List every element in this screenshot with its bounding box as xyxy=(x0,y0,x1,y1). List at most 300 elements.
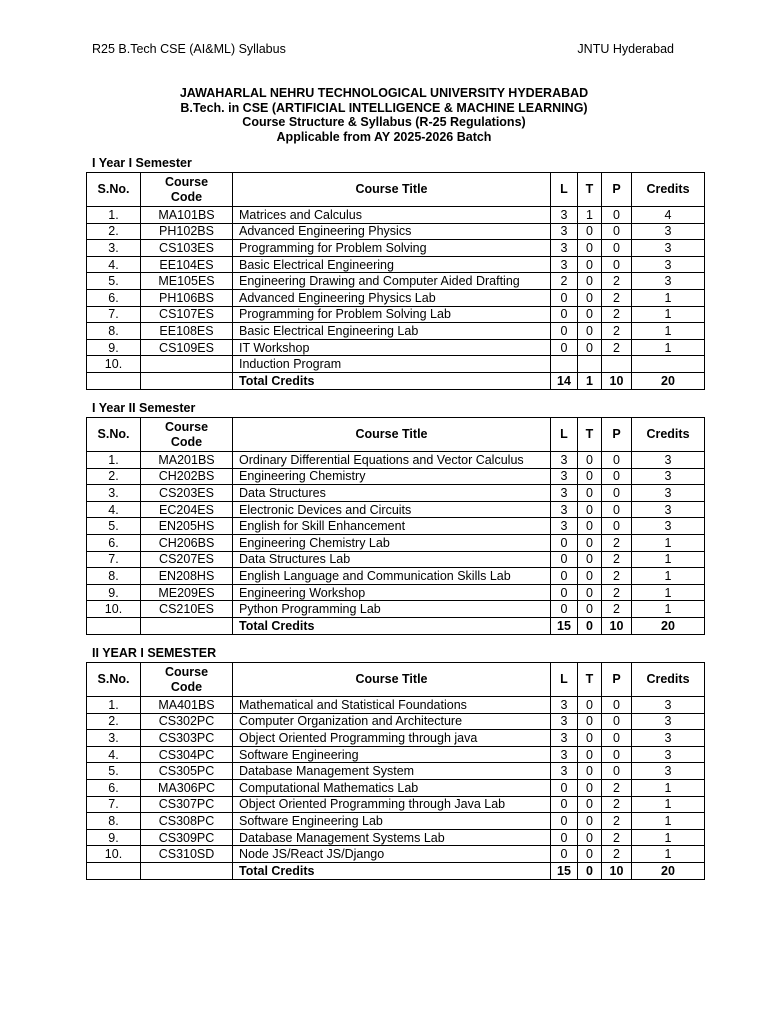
cell-p: 2 xyxy=(602,339,632,356)
cell-t: 0 xyxy=(578,813,602,830)
column-header-sno: S.No. xyxy=(87,418,141,452)
cell-t xyxy=(578,356,602,373)
cell-empty xyxy=(87,862,141,879)
cell-course-code: EE104ES xyxy=(141,256,233,273)
cell-course-code: CS203ES xyxy=(141,485,233,502)
cell-credits: 3 xyxy=(632,697,705,714)
cell-sno: 2. xyxy=(87,713,141,730)
semester-title: I Year I Semester xyxy=(92,156,192,170)
cell-t: 0 xyxy=(578,289,602,306)
table-row xyxy=(87,697,705,714)
cell-l: 3 xyxy=(551,223,578,240)
cell-course-title: Node JS/React JS/Django xyxy=(233,846,551,863)
cell-l: 0 xyxy=(551,306,578,323)
table-header-row xyxy=(87,663,705,697)
column-header-l: L xyxy=(551,173,578,207)
cell-p: 0 xyxy=(602,518,632,535)
total-p: 10 xyxy=(602,862,632,879)
cell-sno: 4. xyxy=(87,256,141,273)
cell-credits: 3 xyxy=(632,485,705,502)
table-row xyxy=(87,256,705,273)
cell-course-title: Programming for Problem Solving Lab xyxy=(233,306,551,323)
semester-title: I Year II Semester xyxy=(92,401,196,415)
cell-p: 2 xyxy=(602,273,632,290)
cell-t: 0 xyxy=(578,829,602,846)
cell-credits: 1 xyxy=(632,339,705,356)
total-credits: 20 xyxy=(632,862,705,879)
table-row xyxy=(87,813,705,830)
cell-l: 0 xyxy=(551,551,578,568)
total-credits-label: Total Credits xyxy=(233,372,551,389)
table-row xyxy=(87,323,705,340)
cell-l: 2 xyxy=(551,273,578,290)
cell-sno: 8. xyxy=(87,568,141,585)
course-table xyxy=(86,417,705,635)
cell-credits: 3 xyxy=(632,763,705,780)
table-header-row xyxy=(87,418,705,452)
cell-l: 0 xyxy=(551,813,578,830)
cell-credits: 3 xyxy=(632,273,705,290)
cell-p: 0 xyxy=(602,713,632,730)
cell-empty xyxy=(141,862,233,879)
cell-t: 0 xyxy=(578,240,602,257)
cell-sno: 10. xyxy=(87,356,141,373)
total-credits-row xyxy=(87,617,705,634)
cell-course-code xyxy=(141,356,233,373)
table-row xyxy=(87,306,705,323)
column-header-p: P xyxy=(602,173,632,207)
cell-sno: 2. xyxy=(87,223,141,240)
cell-l: 3 xyxy=(551,518,578,535)
cell-sno: 2. xyxy=(87,468,141,485)
cell-l: 0 xyxy=(551,289,578,306)
cell-sno: 1. xyxy=(87,697,141,714)
cell-t: 0 xyxy=(578,763,602,780)
column-header-sno: S.No. xyxy=(87,663,141,697)
cell-course-title: Python Programming Lab xyxy=(233,601,551,618)
regulation-name: Course Structure & Syllabus (R-25 Regulations) xyxy=(242,115,526,129)
cell-l: 3 xyxy=(551,485,578,502)
column-header-course-title: Course Title xyxy=(233,173,551,207)
cell-credits: 1 xyxy=(632,568,705,585)
cell-l: 0 xyxy=(551,829,578,846)
cell-course-title: Software Engineering xyxy=(233,746,551,763)
cell-sno: 6. xyxy=(87,534,141,551)
cell-l: 0 xyxy=(551,796,578,813)
cell-p: 2 xyxy=(602,584,632,601)
cell-course-code: CS103ES xyxy=(141,240,233,257)
cell-p: 2 xyxy=(602,779,632,796)
cell-p: 2 xyxy=(602,829,632,846)
table-row xyxy=(87,289,705,306)
table-row xyxy=(87,273,705,290)
cell-t: 0 xyxy=(578,746,602,763)
cell-course-code: MA306PC xyxy=(141,779,233,796)
total-l: 15 xyxy=(551,862,578,879)
cell-course-code: PH106BS xyxy=(141,289,233,306)
cell-t: 0 xyxy=(578,485,602,502)
cell-p: 0 xyxy=(602,501,632,518)
cell-credits: 1 xyxy=(632,551,705,568)
cell-empty xyxy=(87,617,141,634)
cell-l: 0 xyxy=(551,584,578,601)
cell-l: 0 xyxy=(551,339,578,356)
cell-sno: 4. xyxy=(87,501,141,518)
column-header-t: T xyxy=(578,663,602,697)
cell-credits: 1 xyxy=(632,813,705,830)
cell-sno: 8. xyxy=(87,813,141,830)
table-row xyxy=(87,730,705,747)
cell-course-code: CH202BS xyxy=(141,468,233,485)
cell-t: 0 xyxy=(578,551,602,568)
cell-course-code: EN208HS xyxy=(141,568,233,585)
table-row xyxy=(87,223,705,240)
cell-course-code: ME209ES xyxy=(141,584,233,601)
total-p: 10 xyxy=(602,372,632,389)
cell-t: 1 xyxy=(578,207,602,224)
cell-sno: 7. xyxy=(87,796,141,813)
cell-course-code: CS308PC xyxy=(141,813,233,830)
cell-course-code: CH206BS xyxy=(141,534,233,551)
cell-course-title: IT Workshop xyxy=(233,339,551,356)
cell-course-title: Advanced Engineering Physics xyxy=(233,223,551,240)
cell-l: 0 xyxy=(551,568,578,585)
column-header-credits: Credits xyxy=(632,173,705,207)
cell-t: 0 xyxy=(578,796,602,813)
cell-p: 2 xyxy=(602,289,632,306)
table-row xyxy=(87,796,705,813)
cell-credits: 3 xyxy=(632,730,705,747)
cell-course-title: Object Oriented Programming through Java Lab xyxy=(233,796,551,813)
header-code-line2: Code xyxy=(170,679,203,694)
cell-course-title: Data Structures xyxy=(233,485,551,502)
column-header-course-title: Course Title xyxy=(233,418,551,452)
cell-t: 0 xyxy=(578,323,602,340)
cell-p: 2 xyxy=(602,568,632,585)
cell-course-title: Software Engineering Lab xyxy=(233,813,551,830)
cell-sno: 3. xyxy=(87,240,141,257)
cell-course-title: Induction Program xyxy=(233,356,551,373)
column-header-l: L xyxy=(551,418,578,452)
cell-l: 3 xyxy=(551,240,578,257)
batch-applicability: Applicable from AY 2025-2026 Batch xyxy=(276,129,492,144)
cell-course-title: Basic Electrical Engineering Lab xyxy=(233,323,551,340)
column-header-course-code xyxy=(141,173,233,207)
cell-course-title: Data Structures Lab xyxy=(233,551,551,568)
cell-p: 2 xyxy=(602,813,632,830)
cell-sno: 10. xyxy=(87,846,141,863)
cell-course-code: MA401BS xyxy=(141,697,233,714)
table-row xyxy=(87,763,705,780)
cell-credits: 1 xyxy=(632,829,705,846)
cell-sno: 1. xyxy=(87,452,141,469)
column-header-course-title: Course Title xyxy=(233,663,551,697)
cell-sno: 6. xyxy=(87,289,141,306)
cell-sno: 6. xyxy=(87,779,141,796)
cell-p: 0 xyxy=(602,223,632,240)
cell-sno: 7. xyxy=(87,551,141,568)
cell-course-code: CS107ES xyxy=(141,306,233,323)
cell-t: 0 xyxy=(578,452,602,469)
cell-t: 0 xyxy=(578,501,602,518)
cell-sno: 7. xyxy=(87,306,141,323)
table-row xyxy=(87,356,705,373)
column-header-credits: Credits xyxy=(632,663,705,697)
header-code-line2: Code xyxy=(170,189,203,204)
total-t: 1 xyxy=(578,372,602,389)
cell-course-code: EE108ES xyxy=(141,323,233,340)
cell-credits: 4 xyxy=(632,207,705,224)
cell-course-code: MA101BS xyxy=(141,207,233,224)
course-table xyxy=(86,172,705,390)
page-header xyxy=(92,42,674,58)
cell-credits: 1 xyxy=(632,601,705,618)
column-header-l: L xyxy=(551,663,578,697)
cell-l: 0 xyxy=(551,846,578,863)
column-header-t: T xyxy=(578,173,602,207)
cell-p: 0 xyxy=(602,468,632,485)
cell-empty xyxy=(87,372,141,389)
cell-p: 0 xyxy=(602,485,632,502)
table-header-row xyxy=(87,173,705,207)
total-p: 10 xyxy=(602,617,632,634)
table-row xyxy=(87,584,705,601)
cell-course-title: Mathematical and Statistical Foundations xyxy=(233,697,551,714)
cell-sno: 9. xyxy=(87,339,141,356)
cell-l: 3 xyxy=(551,452,578,469)
cell-t: 0 xyxy=(578,730,602,747)
table-row xyxy=(87,468,705,485)
table-row xyxy=(87,452,705,469)
cell-p: 2 xyxy=(602,534,632,551)
cell-credits: 3 xyxy=(632,468,705,485)
cell-t: 0 xyxy=(578,518,602,535)
cell-p: 0 xyxy=(602,240,632,257)
cell-p: 0 xyxy=(602,207,632,224)
table-row xyxy=(87,518,705,535)
cell-course-title: Engineering Chemistry xyxy=(233,468,551,485)
cell-course-title: Engineering Chemistry Lab xyxy=(233,534,551,551)
column-header-course-code xyxy=(141,418,233,452)
column-header-credits: Credits xyxy=(632,418,705,452)
table-row xyxy=(87,829,705,846)
total-credits: 20 xyxy=(632,617,705,634)
cell-credits: 3 xyxy=(632,746,705,763)
cell-t: 0 xyxy=(578,534,602,551)
cell-sno: 1. xyxy=(87,207,141,224)
cell-l: 0 xyxy=(551,779,578,796)
total-l: 15 xyxy=(551,617,578,634)
cell-credits xyxy=(632,356,705,373)
cell-l: 3 xyxy=(551,256,578,273)
cell-t: 0 xyxy=(578,846,602,863)
cell-t: 0 xyxy=(578,713,602,730)
cell-course-code: EC204ES xyxy=(141,501,233,518)
cell-p: 0 xyxy=(602,763,632,780)
cell-course-title: Object Oriented Programming through java xyxy=(233,730,551,747)
cell-course-title: Computational Mathematics Lab xyxy=(233,779,551,796)
column-header-t: T xyxy=(578,418,602,452)
cell-course-title: Matrices and Calculus xyxy=(233,207,551,224)
cell-l: 3 xyxy=(551,501,578,518)
cell-credits: 1 xyxy=(632,584,705,601)
cell-course-title: Engineering Drawing and Computer Aided Drafting xyxy=(233,273,551,290)
cell-credits: 3 xyxy=(632,256,705,273)
cell-course-code: EN205HS xyxy=(141,518,233,535)
cell-l: 3 xyxy=(551,207,578,224)
table-row xyxy=(87,746,705,763)
cell-credits: 1 xyxy=(632,846,705,863)
cell-course-title: English for Skill Enhancement xyxy=(233,518,551,535)
cell-t: 0 xyxy=(578,697,602,714)
cell-sno: 9. xyxy=(87,829,141,846)
cell-p: 0 xyxy=(602,697,632,714)
semester-title: II YEAR I SEMESTER xyxy=(92,646,217,660)
cell-l: 0 xyxy=(551,323,578,340)
cell-sno: 10. xyxy=(87,601,141,618)
header-code-line1: Course xyxy=(164,174,209,189)
cell-course-code: CS310SD xyxy=(141,846,233,863)
cell-course-code: CS305PC xyxy=(141,763,233,780)
cell-t: 0 xyxy=(578,584,602,601)
cell-course-title: Computer Organization and Architecture xyxy=(233,713,551,730)
column-header-sno: S.No. xyxy=(87,173,141,207)
cell-course-code: CS303PC xyxy=(141,730,233,747)
cell-p: 0 xyxy=(602,452,632,469)
university-name: JAWAHARLAL NEHRU TECHNOLOGICAL UNIVERSITY HYDERABAD xyxy=(179,86,589,100)
cell-l: 3 xyxy=(551,730,578,747)
cell-p: 0 xyxy=(602,746,632,763)
cell-course-code: CS309PC xyxy=(141,829,233,846)
total-credits: 20 xyxy=(632,372,705,389)
cell-l: 3 xyxy=(551,468,578,485)
cell-p xyxy=(602,356,632,373)
cell-p: 2 xyxy=(602,601,632,618)
cell-course-code: CS207ES xyxy=(141,551,233,568)
total-credits-label: Total Credits xyxy=(233,617,551,634)
cell-p: 2 xyxy=(602,306,632,323)
cell-sno: 3. xyxy=(87,485,141,502)
table-row xyxy=(87,779,705,796)
table-row xyxy=(87,501,705,518)
cell-empty xyxy=(141,372,233,389)
cell-credits: 3 xyxy=(632,223,705,240)
table-row xyxy=(87,601,705,618)
table-row xyxy=(87,207,705,224)
table-row xyxy=(87,240,705,257)
cell-credits: 3 xyxy=(632,518,705,535)
total-credits-row xyxy=(87,372,705,389)
cell-credits: 3 xyxy=(632,501,705,518)
header-code-line1: Course xyxy=(164,419,209,434)
cell-course-title: Ordinary Differential Equations and Vector Calculus xyxy=(233,452,551,469)
cell-course-code: CS109ES xyxy=(141,339,233,356)
cell-l: 3 xyxy=(551,763,578,780)
cell-course-code: PH102BS xyxy=(141,223,233,240)
cell-t: 0 xyxy=(578,273,602,290)
cell-l: 0 xyxy=(551,534,578,551)
cell-t: 0 xyxy=(578,306,602,323)
cell-p: 2 xyxy=(602,323,632,340)
cell-credits: 3 xyxy=(632,713,705,730)
cell-credits: 1 xyxy=(632,306,705,323)
cell-course-title: Electronic Devices and Circuits xyxy=(233,501,551,518)
cell-course-title: English Language and Communication Skills Lab xyxy=(233,568,551,585)
cell-sno: 3. xyxy=(87,730,141,747)
table-row xyxy=(87,485,705,502)
header-left-text: R25 B.Tech CSE (AI&ML) Syllabus xyxy=(92,42,286,56)
cell-course-code: CS304PC xyxy=(141,746,233,763)
course-table xyxy=(86,662,705,880)
cell-t: 0 xyxy=(578,223,602,240)
cell-p: 2 xyxy=(602,551,632,568)
table-row xyxy=(87,534,705,551)
cell-l xyxy=(551,356,578,373)
cell-course-code: CS302PC xyxy=(141,713,233,730)
header-code-line2: Code xyxy=(170,434,203,449)
cell-l: 3 xyxy=(551,746,578,763)
cell-l: 3 xyxy=(551,713,578,730)
cell-credits: 1 xyxy=(632,289,705,306)
program-name: B.Tech. in CSE (ARTIFICIAL INTELLIGENCE & MACHINE LEARNING) xyxy=(180,100,588,115)
cell-t: 0 xyxy=(578,568,602,585)
cell-t: 0 xyxy=(578,601,602,618)
cell-sno: 9. xyxy=(87,584,141,601)
cell-sno: 5. xyxy=(87,273,141,290)
total-t: 0 xyxy=(578,617,602,634)
cell-credits: 3 xyxy=(632,452,705,469)
header-code-line1: Course xyxy=(164,664,209,679)
cell-sno: 8. xyxy=(87,323,141,340)
cell-sno: 4. xyxy=(87,746,141,763)
cell-p: 2 xyxy=(602,846,632,863)
cell-course-title: Database Management Systems Lab xyxy=(233,829,551,846)
header-right-text: JNTU Hyderabad xyxy=(577,42,674,56)
cell-credits: 1 xyxy=(632,779,705,796)
column-header-p: P xyxy=(602,663,632,697)
cell-t: 0 xyxy=(578,339,602,356)
cell-t: 0 xyxy=(578,779,602,796)
total-credits-label: Total Credits xyxy=(233,862,551,879)
cell-l: 0 xyxy=(551,601,578,618)
cell-course-code: CS210ES xyxy=(141,601,233,618)
cell-credits: 1 xyxy=(632,796,705,813)
cell-course-title: Advanced Engineering Physics Lab xyxy=(233,289,551,306)
cell-course-title: Engineering Workshop xyxy=(233,584,551,601)
table-row xyxy=(87,551,705,568)
cell-sno: 5. xyxy=(87,518,141,535)
cell-course-title: Database Management System xyxy=(233,763,551,780)
document-title xyxy=(0,86,768,144)
total-t: 0 xyxy=(578,862,602,879)
cell-course-code: ME105ES xyxy=(141,273,233,290)
column-header-p: P xyxy=(602,418,632,452)
cell-t: 0 xyxy=(578,468,602,485)
table-row xyxy=(87,846,705,863)
table-row xyxy=(87,339,705,356)
cell-credits: 1 xyxy=(632,323,705,340)
cell-credits: 1 xyxy=(632,534,705,551)
cell-p: 2 xyxy=(602,796,632,813)
cell-course-title: Basic Electrical Engineering xyxy=(233,256,551,273)
cell-course-code: MA201BS xyxy=(141,452,233,469)
cell-t: 0 xyxy=(578,256,602,273)
cell-l: 3 xyxy=(551,697,578,714)
cell-course-title: Programming for Problem Solving xyxy=(233,240,551,257)
total-l: 14 xyxy=(551,372,578,389)
cell-p: 0 xyxy=(602,256,632,273)
table-row xyxy=(87,568,705,585)
